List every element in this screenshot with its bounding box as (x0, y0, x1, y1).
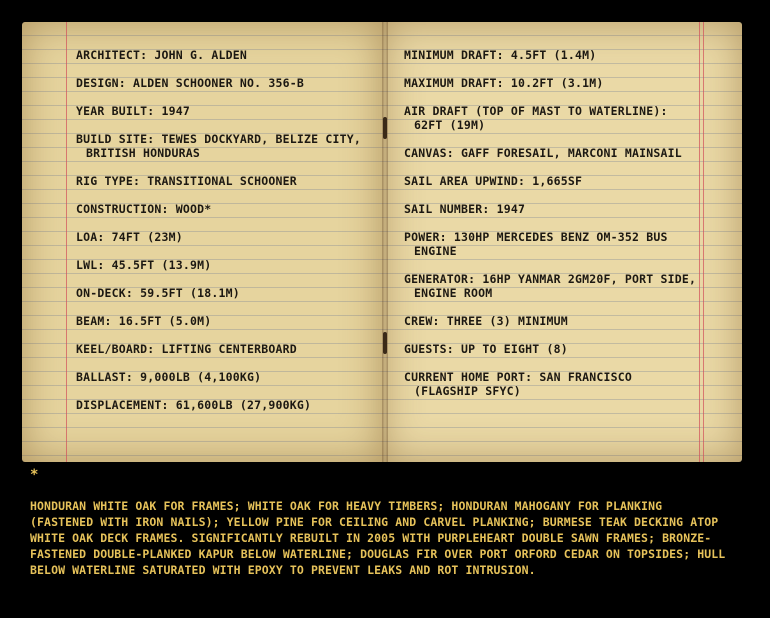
spec-year-built: YEAR BUILT: 1947 (76, 104, 190, 118)
spec-power: POWER: 130HP MERCEDES BENZ OM-352 BUS ENGINE (404, 230, 668, 258)
right-spec-list (404, 48, 698, 412)
spec-maximum-draft: MAXIMUM DRAFT: 10.2FT (3.1M) (404, 76, 604, 90)
spec-guests: GUESTS: UP TO EIGHT (8) (404, 342, 568, 356)
spec-generator: GENERATOR: 16HP YANMAR 2GM20F, PORT SIDE, ENGINE ROOM (404, 272, 697, 300)
right-margin-line-inner (699, 22, 700, 462)
spec-sail-area: SAIL AREA UPWIND: 1,665SF (404, 174, 583, 188)
spec-keel-board: KEEL/BOARD: LIFTING CENTERBOARD (76, 342, 297, 356)
right-margin-line (703, 22, 704, 462)
construction-footnote (30, 466, 730, 578)
left-spec-list (76, 48, 374, 426)
spec-ballast: BALLAST: 9,000LB (4,100KG) (76, 370, 262, 384)
staple-bottom (383, 332, 387, 354)
spec-construction: CONSTRUCTION: WOOD* (76, 202, 212, 216)
notebook-left-page (22, 22, 382, 462)
footnote-marker: * (30, 467, 39, 483)
spec-loa: LOA: 74FT (23M) (76, 230, 183, 244)
spec-build-site: BUILD SITE: TEWES DOCKYARD, BELIZE CITY, BRITISH HONDURAS (76, 132, 361, 160)
left-margin-line (66, 22, 67, 462)
staple-top (383, 117, 387, 139)
spec-beam: BEAM: 16.5FT (5.0M) (76, 314, 212, 328)
spec-rig-type: RIG TYPE: TRANSITIONAL SCHOONER (76, 174, 297, 188)
notebook-right-page (382, 22, 742, 462)
footnote-text: HONDURAN WHITE OAK FOR FRAMES; WHITE OAK FOR HEAVY TIMBERS; HONDURAN MAHOGANY FOR PLANKING (FASTENED WITH IRON NAILS); YELLOW PINE FOR CEILING AND CARVEL PLANKING; BURMESE TEAK DECKING ATOP WHITE OAK DECK FRAMES. SIGNIFICANTLY REBUILT IN 2005 WITH PURPLEHEART DOUBLE SAWN FRAMES; BRONZE-FASTENED DOUBLE-PLANKED KAPUR BELOW WATERLINE; DOUGLAS FIR OVER PORT ORFORD CEDAR ON TOPSIDES; HULL BELOW WATERLINE SATURATED WITH EPOXY TO PREVENT LEAKS AND ROT INTRUSION. (30, 499, 726, 577)
spec-minimum-draft: MINIMUM DRAFT: 4.5FT (1.4M) (404, 48, 597, 62)
spec-displacement: DISPLACEMENT: 61,600LB (27,900KG) (76, 398, 312, 412)
notebook (22, 22, 742, 462)
spec-on-deck: ON-DECK: 59.5FT (18.1M) (76, 286, 240, 300)
spec-home-port: CURRENT HOME PORT: SAN FRANCISCO (FLAGSHIP SFYC) (404, 370, 632, 398)
spec-design: DESIGN: ALDEN SCHOONER NO. 356-B (76, 76, 304, 90)
spec-lwl: LWL: 45.5FT (13.9M) (76, 258, 212, 272)
spec-crew: CREW: THREE (3) MINIMUM (404, 314, 568, 328)
spec-air-draft: AIR DRAFT (TOP OF MAST TO WATERLINE): 62FT (19M) (404, 104, 668, 132)
spec-sail-number: SAIL NUMBER: 1947 (404, 202, 526, 216)
notebook-spine (382, 22, 388, 462)
spec-canvas: CANVAS: GAFF FORESAIL, MARCONI MAINSAIL (404, 146, 682, 160)
spec-architect: ARCHITECT: JOHN G. ALDEN (76, 48, 247, 62)
